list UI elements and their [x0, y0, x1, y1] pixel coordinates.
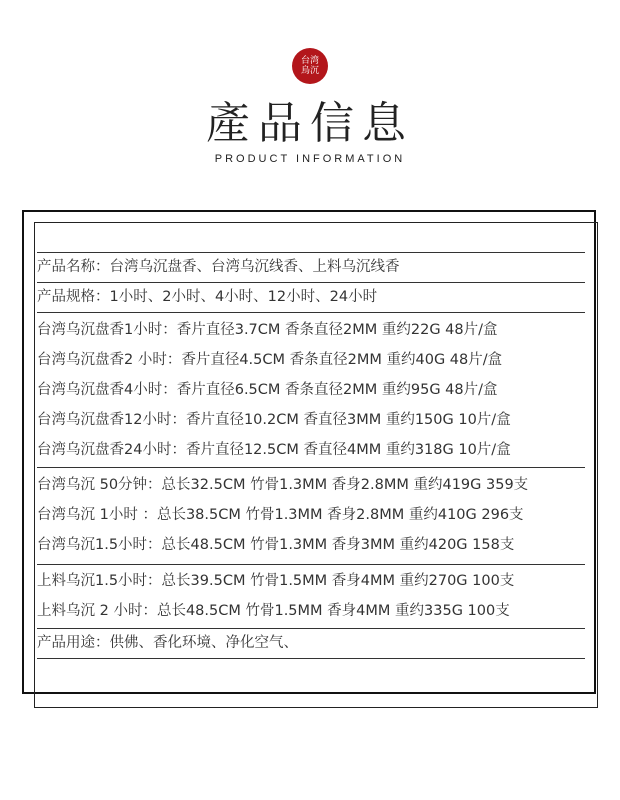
row-premium-2h: 上料乌沉 2 小时：总长48.5CM 竹骨1.5MM 香身4MM 重约335G 100支 [37, 603, 510, 619]
row-coil-24h: 台湾乌沉盘香24小时：香片直径12.5CM 香直径4MM 重约318G 10片/盒 [37, 442, 511, 458]
row-divider [37, 467, 585, 468]
seal-text-line-2: 烏沉 [300, 66, 319, 76]
row-product-name: 产品名称：台湾乌沉盘香、台湾乌沉线香、上料乌沉线香 [37, 259, 400, 275]
row-divider [37, 312, 585, 313]
page-title: 產品信息 [206, 98, 414, 149]
row-coil-12h: 台湾乌沉盘香12小时：香片直径10.2CM 香直径3MM 重约150G 10片/盒 [37, 412, 511, 428]
row-product-spec: 产品规格：1小时、2小时、4小时、12小时、24小时 [37, 289, 378, 305]
page-subtitle: PRODUCT INFORMATION [214, 153, 406, 165]
row-coil-1h: 台湾乌沉盘香1小时：香片直径3.7CM 香条直径2MM 重约22G 48片/盒 [37, 322, 498, 338]
row-divider [37, 658, 585, 659]
row-stick-1-5h: 台湾乌沉1.5小时：总长48.5CM 竹骨1.3MM 香身3MM 重约420G 158支 [37, 537, 515, 553]
row-stick-1h: 台湾乌沉 1小时 ：总长38.5CM 竹骨1.3MM 香身2.8MM 重约410G 296支 [37, 507, 524, 523]
seal-text-line-1: 台湾 [300, 56, 319, 66]
row-premium-1-5h: 上料乌沉1.5小时：总长39.5CM 竹骨1.5MM 香身4MM 重约270G 100支 [37, 573, 515, 589]
row-coil-2h: 台湾乌沉盘香2 小时：香片直径4.5CM 香条直径2MM 重约40G 48片/盒 [37, 352, 503, 368]
row-coil-4h: 台湾乌沉盘香4小时：香片直径6.5CM 香条直径2MM 重约95G 48片/盒 [37, 382, 498, 398]
brand-seal [292, 48, 328, 84]
row-divider [37, 564, 585, 565]
row-product-use: 产品用途：供佛、香化环境、净化空气、 [37, 635, 298, 651]
row-stick-50min: 台湾乌沉 50分钟：总长32.5CM 竹骨1.3MM 香身2.8MM 重约419G 359支 [37, 477, 529, 493]
